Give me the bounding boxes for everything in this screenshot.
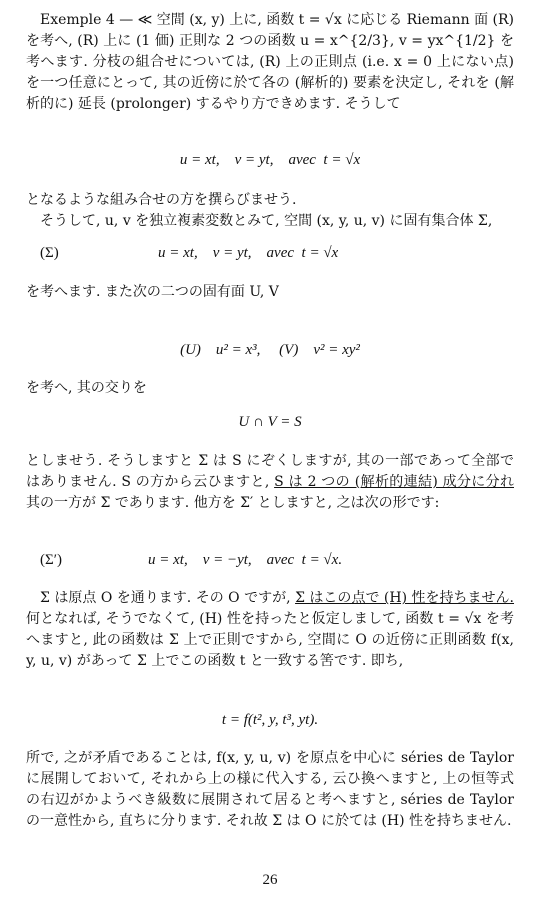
paragraph-6-part-2: 其の一方が Σ であります. 他方を Σ′ としますと, 之は次の形です: bbox=[26, 495, 440, 511]
paragraph-6-part-1: としませう. そうしますと Σ は S にぞくしますが, 其の一部であって全部ではありません. S の方から云ひますと, bbox=[26, 453, 514, 490]
equation-tag-sigma-prime: (Σ′) bbox=[40, 552, 63, 568]
paragraph-2: となるような組み合せの方を撰らびませう. bbox=[26, 192, 297, 208]
page-number: 26 bbox=[262, 872, 278, 888]
paragraph-3: そうして, u, v を独立複素変数とみて, 空間 (x, y, u, v) に固有集合体 Σ, bbox=[40, 213, 493, 229]
equation-1: u = xt, v = yt, avec t = √x bbox=[179, 152, 361, 168]
equation-identity: t = f(t², y, t³, yt). bbox=[221, 712, 319, 728]
paragraph-8: 所で, 之が矛盾であることは, f(x, y, u, v) を原点を中心に séries de Taylor に展開しておいて, それから上の様に代入する, 云ひ換へますと, 上の恒等式の右辺がかようべき級数に展開されて居ると考へますと, séries de Taylor の一意性から, 直ちに分ります. それ故 Σ は O に於ては (H) 性を持ちません. bbox=[26, 750, 514, 829]
paragraph-7-underlined: Σ はこの点で (H) 性を持ちません. bbox=[295, 590, 515, 606]
paragraph-4: を考へます. また次の二つの固有面 U, V bbox=[26, 284, 279, 300]
equation-u-v: (U) u² = x³, (V) v² = xy² bbox=[180, 342, 360, 358]
equation-sigma-prime bbox=[26, 552, 514, 573]
paragraph-6 bbox=[26, 451, 514, 514]
equation-sigma-body: u = xt, v = yt, avec t = √x bbox=[158, 245, 339, 261]
paragraph-7 bbox=[26, 588, 514, 672]
equation-intersection: U ∩ V = S bbox=[238, 414, 302, 430]
paragraph-7-part-1: Σ は原点 O を通ります. その O ですが, bbox=[40, 590, 296, 606]
equation-sigma-prime-body: u = xt, v = −yt, avec t = √x. bbox=[148, 552, 343, 568]
paragraph-6-underlined: S は 2 つの (解析的連結) 成分に分れ bbox=[274, 474, 514, 490]
equation-tag-sigma: (Σ) bbox=[40, 245, 59, 261]
paragraph-7-part-2: 何となれば, そうでなくて, (H) 性を持ったと仮定しまして, 函数 t = √x を考へますと, 此の函数は Σ 上で正則ですから, 空間に O の近傍に正則函数 f(x, y, u, v) があって Σ 上でこの函数 t と一致する筈です. 即ち, bbox=[26, 611, 514, 669]
equation-sigma bbox=[26, 245, 514, 266]
paragraph-5: を考へ, 其の交りを bbox=[26, 380, 147, 396]
paragraph-exemple-4: Exemple 4 — ≪ 空間 (x, y) 上に, 函数 t = √x に応じる Riemann 面 (R) を考へ, (R) 上に (1 価) 正則な 2 つの函数 u = x^{2/3}, v = yx^{1/2} を考へます. 分枝の組合せについては, (R) 上の正則点 (i.e. x = 0 上にない点) を一つ任意にとって, 其の近傍に於て各の (解析的) 要素を決定し, それを (解析的に) 延長 (prolonger) するやり方できめます. そうして bbox=[26, 12, 514, 112]
